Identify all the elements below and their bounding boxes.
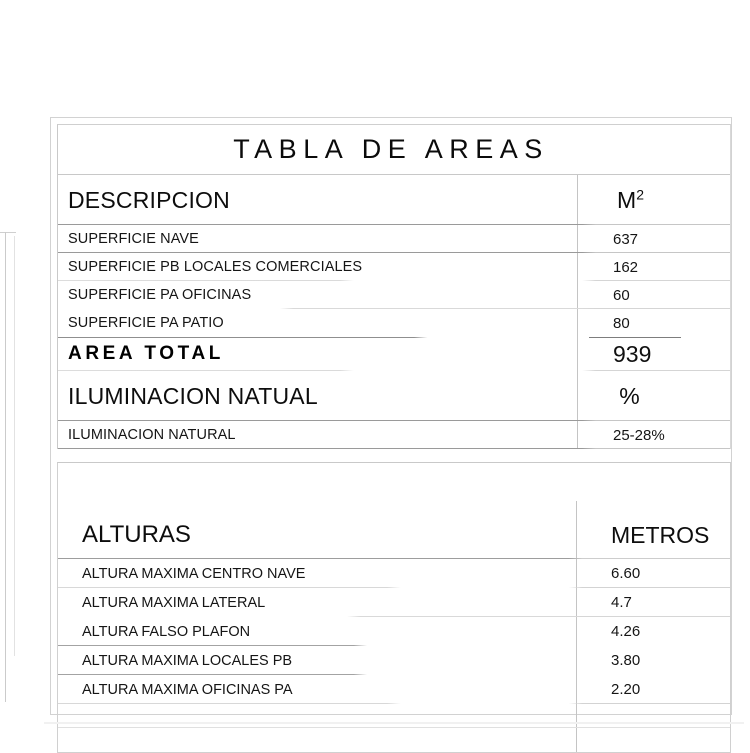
row-label: SUPERFICIE PA OFICINAS bbox=[68, 287, 252, 303]
heights-description-header: ALTURAS bbox=[82, 521, 191, 548]
row-value: 25-28% bbox=[613, 426, 665, 444]
row-label: ALTURA MAXIMA LOCALES PB bbox=[82, 652, 293, 669]
table-row bbox=[58, 646, 730, 675]
heights-top-spacer bbox=[58, 463, 730, 511]
total-value: 939 bbox=[613, 340, 652, 367]
total-sum-rule bbox=[589, 337, 681, 338]
row-value: 4.7 bbox=[611, 594, 632, 611]
table-row bbox=[58, 728, 730, 752]
areas-section bbox=[57, 175, 731, 371]
table-row bbox=[58, 281, 730, 309]
total-label: AREA TOTAL bbox=[68, 343, 224, 364]
row-rule bbox=[58, 448, 730, 449]
table-row bbox=[58, 225, 730, 253]
areas-description-header: DESCRIPCION bbox=[68, 186, 230, 213]
row-label: SUPERFICIE NAVE bbox=[68, 231, 199, 247]
areas-unit-header bbox=[577, 187, 730, 214]
table-row bbox=[58, 704, 730, 728]
illumination-description-header: ILUMINACION NATUAL bbox=[68, 382, 318, 409]
table-row bbox=[58, 617, 730, 646]
unit-m2-base: M bbox=[617, 186, 637, 213]
heights-unit-header: METROS bbox=[611, 521, 710, 548]
row-value: 4.26 bbox=[611, 623, 641, 640]
illumination-section bbox=[57, 371, 731, 449]
area-schedule-table bbox=[57, 124, 731, 753]
row-value: 2.20 bbox=[611, 681, 641, 698]
illumination-header-row bbox=[58, 371, 730, 421]
row-value: 3.80 bbox=[611, 652, 641, 669]
row-label: SUPERFICIE PB LOCALES COMERCIALES bbox=[68, 259, 363, 275]
illumination-unit-header: % bbox=[619, 382, 640, 409]
heights-header-row bbox=[58, 511, 730, 559]
row-label: SUPERFICIE PA PATIO bbox=[68, 315, 224, 331]
table-title-row bbox=[58, 125, 730, 175]
row-value: 162 bbox=[613, 258, 639, 276]
row-label: ILUMINACION NATURAL bbox=[68, 427, 236, 443]
row-value: 80 bbox=[613, 314, 630, 332]
adjacent-sheet-frame-inner-edge bbox=[14, 236, 15, 656]
table-row bbox=[58, 253, 730, 281]
sheet-bottom-edge bbox=[44, 722, 744, 724]
section-gap bbox=[57, 449, 731, 461]
adjacent-sheet-frame-top-edge bbox=[0, 232, 16, 233]
adjacent-sheet-frame-left-edge bbox=[5, 232, 6, 702]
row-label: ALTURA MAXIMA OFICINAS PA bbox=[82, 681, 293, 698]
page-title: TABLA DE AREAS bbox=[233, 134, 549, 164]
area-total-row bbox=[58, 337, 730, 371]
heights-section bbox=[57, 462, 731, 753]
row-label: ALTURA FALSO PLAFON bbox=[82, 623, 251, 640]
table-row bbox=[58, 421, 730, 449]
areas-header-row bbox=[58, 175, 730, 225]
unit-m2-superscript: 2 bbox=[636, 185, 644, 202]
row-value: 60 bbox=[613, 286, 630, 304]
row-value: 637 bbox=[613, 230, 639, 248]
row-label: ALTURA MAXIMA LATERAL bbox=[82, 594, 266, 611]
table-row bbox=[58, 675, 730, 704]
table-row bbox=[58, 588, 730, 617]
row-label: ALTURA MAXIMA CENTRO NAVE bbox=[82, 565, 306, 582]
title-section bbox=[57, 124, 731, 175]
table-row bbox=[58, 559, 730, 588]
row-value: 6.60 bbox=[611, 565, 641, 582]
table-row bbox=[58, 309, 730, 337]
